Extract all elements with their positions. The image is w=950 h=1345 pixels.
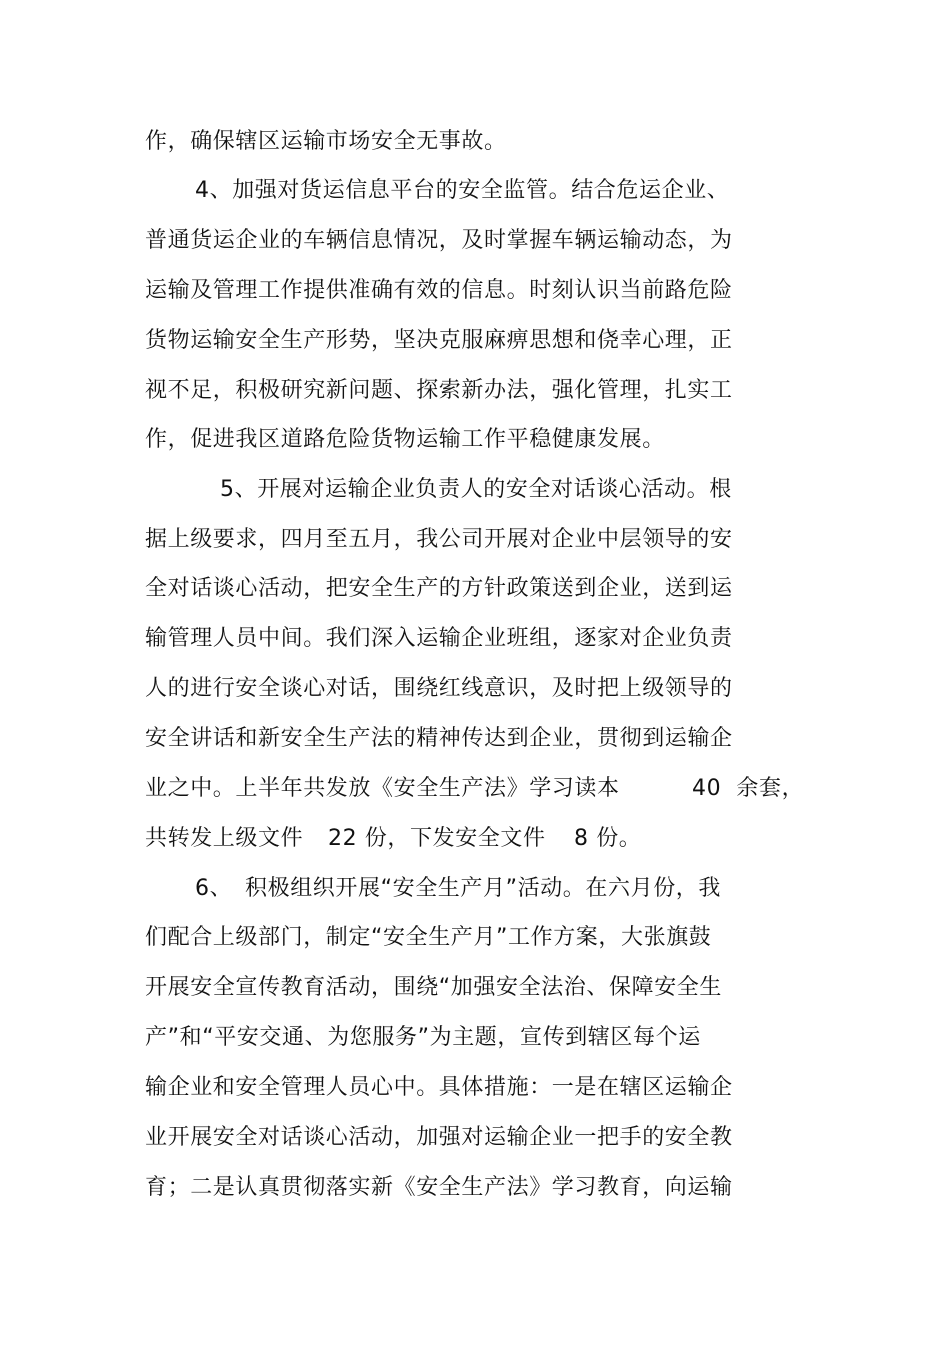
text-line: 输企业和安全管理人员心中。具体措施：一是在辖区运输企 (145, 1075, 733, 1100)
text-line-fragment: 8 份。 (574, 826, 642, 851)
text-line: 共转发上级文件 (145, 826, 304, 851)
text-line: 安全讲话和新安全生产法的精神传达到企业，贯彻到运输企 (145, 726, 733, 751)
text-line: 业开展安全对话谈心活动，加强对运输企业一把手的安全教 (145, 1125, 733, 1150)
text-line-fragment: 40 余套， (692, 776, 805, 801)
text-line-fragment: 22 份，下发安全文件 (328, 826, 546, 851)
text-line: 们配合上级部门，制定“安全生产月”工作方案，大张旗鼓 (145, 925, 712, 950)
text-line: 5、开展对运输企业负责人的安全对话谈心活动。根 (220, 477, 732, 502)
text-line: 4、加强对货运信息平台的安全监管。结合危运企业、 (195, 178, 730, 203)
text-line: 视不足，积极研究新问题、探索新办法，强化管理，扎实工 (145, 378, 733, 403)
text-line: 普通货运企业的车辆信息情况，及时掌握车辆运输动态，为 (145, 228, 733, 253)
text-line: 产”和“平安交通、为您服务”为主题，宣传到辖区每个运 (145, 1025, 701, 1050)
text-line: 积极组织开展“安全生产月”活动。在六月份，我 (245, 876, 721, 901)
text-line: 开展安全宣传教育活动，围绕“加强安全法治、保障安全生 (145, 975, 722, 1000)
text-line: 业之中。上半年共发放《安全生产法》学习读本 (145, 776, 620, 801)
text-line: 全对话谈心活动，把安全生产的方针政策送到企业，送到运 (145, 576, 733, 601)
text-line: 据上级要求，四月至五月，我公司开展对企业中层领导的安 (145, 527, 733, 552)
text-line: 运输及管理工作提供准确有效的信息。时刻认识当前路危险 (145, 278, 733, 303)
text-line: 作，促进我区道路危险货物运输工作平稳健康发展。 (145, 427, 665, 452)
text-line: 育；二是认真贯彻落实新《安全生产法》学习教育，向运输 (145, 1175, 733, 1200)
text-line: 货物运输安全生产形势，坚决克服麻痹思想和侥幸心理，正 (145, 328, 733, 353)
text-line: 人的进行安全谈心对话，围绕红线意识，及时把上级领导的 (145, 676, 733, 701)
text-line: 输管理人员中间。我们深入运输企业班组，逐家对企业负责 (145, 626, 733, 651)
list-number: 6、 (195, 876, 233, 901)
text-line: 作，确保辖区运输市场安全无事故。 (145, 129, 507, 154)
